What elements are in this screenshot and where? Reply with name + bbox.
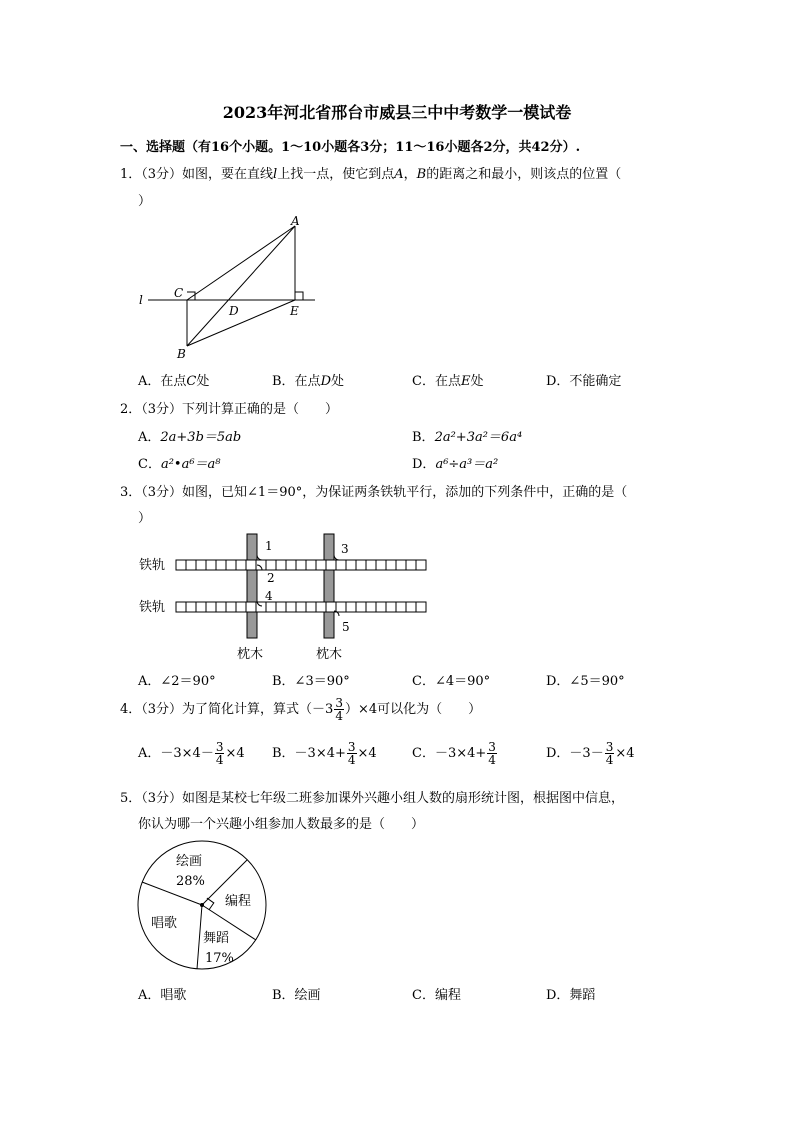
rail-segment: [306, 560, 316, 570]
rail-segment: [196, 602, 206, 612]
rail-segment: [266, 560, 276, 570]
q3-option-a: A．∠2＝90°: [138, 674, 216, 689]
q5-stem-line2: 你认为哪一个兴趣小组参加人数最多的是（ ）: [138, 817, 425, 832]
q1-stem-close: ）: [138, 194, 152, 209]
q3-stem: 3．（3分）如图，已知∠1＝90°，为保证两条铁轨平行，添加的下列条件中，正确的是（: [120, 485, 628, 500]
rail-segment: [236, 602, 246, 612]
section-heading: 一、选择题（有16个小题。1～10小题各3分；11～16小题各2分，共42分）.: [120, 140, 581, 155]
angle-label-2: 2: [267, 571, 275, 585]
right-angle-E: [295, 292, 303, 300]
rail-segment: [406, 602, 416, 612]
rail-segment: [416, 602, 426, 612]
rail-segment: [226, 560, 236, 570]
rail-bottom: [176, 602, 426, 612]
pie-center: [200, 903, 204, 907]
label-l: l: [139, 293, 143, 307]
rail-segment: [176, 560, 186, 570]
rail-segment: [246, 602, 256, 612]
q1-option-c: C．在点E处: [412, 374, 484, 389]
slice-label-changge: 唱歌: [151, 916, 178, 931]
label-E: E: [290, 304, 299, 318]
q2-stem: 2．（3分）下列计算正确的是（ ）: [120, 402, 339, 417]
rail-segment: [386, 560, 396, 570]
q2-option-a: A．2a+3b＝5ab: [138, 430, 242, 445]
sleeper-left: [247, 534, 257, 638]
q1-stem: 1．（3分）如图，要在直线l上找一点，使它到点A，B的距离之和最小，则该点的位置（: [120, 167, 622, 182]
rail-segment: [346, 602, 356, 612]
q1-figure: [135, 212, 325, 362]
rail-segment: [186, 602, 196, 612]
angle-label-3: 3: [341, 542, 349, 556]
rail-segment: [206, 560, 216, 570]
rail-segment: [346, 560, 356, 570]
angle-label-1: 1: [265, 539, 273, 553]
rail-segment: [286, 602, 296, 612]
sleeper-right: [324, 534, 334, 638]
rail-segment: [356, 602, 366, 612]
q3-figure: [130, 530, 430, 665]
q5-option-a: A．唱歌: [138, 988, 187, 1003]
slice-label-huihua: 绘画: [176, 854, 203, 869]
q4-stem: 4．（3分）为了简化计算，算式（－3 $\frac{3}{4}$ ）×4可以化为（ ）: [120, 696, 482, 723]
rail-segment: [216, 602, 226, 612]
q3-option-d: D．∠5＝90°: [546, 674, 625, 689]
q5-option-c: C．编程: [412, 988, 461, 1003]
segment-BE: [187, 300, 295, 346]
rail-segment: [316, 602, 326, 612]
q2-option-d: D．a⁶÷a³＝a²: [412, 457, 499, 472]
rail-segment: [336, 560, 346, 570]
q4-stem-fraction: $\frac{3}{4}$: [335, 696, 343, 723]
q2-option-b: B．2a²+3a²＝6a⁴: [412, 430, 523, 445]
slice-pct-wudao: 17%: [205, 951, 234, 966]
rail-segment: [226, 602, 236, 612]
rail-segment: [366, 602, 376, 612]
rail-segment: [326, 560, 336, 570]
angle-label-5: 5: [342, 620, 350, 634]
slice-label-wudao: 舞蹈: [203, 931, 230, 946]
q4-option-d: D．－3－ $\frac{3}{4}$ ×4: [546, 740, 635, 767]
rail-segment: [276, 602, 286, 612]
slice-label-biancheng: 编程: [225, 894, 252, 909]
label-B: B: [177, 347, 186, 361]
rail-segment: [286, 560, 296, 570]
rail-label-top: 铁轨: [139, 558, 166, 573]
rail-segment: [246, 560, 256, 570]
rail-segment: [206, 602, 216, 612]
rail-segment: [386, 602, 396, 612]
rail-top: [176, 560, 426, 570]
q2-option-c: C．a²•a⁶＝a⁸: [138, 457, 221, 472]
rail-segment: [416, 560, 426, 570]
rail-segment: [276, 560, 286, 570]
q5-option-d: D．舞蹈: [546, 988, 596, 1003]
q5-option-b: B．绘画: [272, 988, 321, 1003]
angle-1-arc: [257, 555, 262, 560]
slice-pct-huihua: 28%: [176, 874, 205, 889]
q4-option-b: B．－3×4+ $\frac{3}{4}$ ×4: [272, 740, 377, 767]
segment-BA: [187, 226, 295, 346]
q1-option-d: D．不能确定: [546, 374, 622, 389]
rail-segment: [266, 602, 276, 612]
rail-segment: [376, 602, 386, 612]
rail-segment: [236, 560, 246, 570]
label-D: D: [229, 304, 239, 318]
rail-segment: [326, 602, 336, 612]
rail-segment: [396, 602, 406, 612]
q3-option-c: C．∠4＝90°: [412, 674, 491, 689]
q5-stem-line1: 5．（3分）如图是某校七年级二班参加课外兴趣小组人数的扇形统计图，根据图中信息，: [120, 791, 625, 806]
rail-segment: [356, 560, 366, 570]
q4-option-a: A．－3×4－ $\frac{3}{4}$ ×4: [138, 740, 245, 767]
rail-segment: [186, 560, 196, 570]
angle-3-arc: [334, 555, 339, 560]
rail-segment: [406, 560, 416, 570]
rail-segment: [176, 602, 186, 612]
q1-option-a: A．在点C处: [138, 374, 210, 389]
label-C: C: [174, 286, 184, 300]
rail-segment: [396, 560, 406, 570]
page-title: 2023年河北省邢台市威县三中中考数学一模试卷: [222, 103, 572, 122]
rail-label-bottom: 铁轨: [139, 600, 166, 615]
rail-segment: [376, 560, 386, 570]
sleeper-label-right: 枕木: [316, 647, 343, 662]
q1-option-b: B．在点D处: [272, 374, 345, 389]
rail-segment: [366, 560, 376, 570]
label-A: A: [291, 214, 300, 228]
q4-option-c: C．－3×4+ $\frac{3}{4}$: [412, 740, 496, 767]
segment-CA: [187, 226, 295, 300]
angle-label-4: 4: [265, 589, 273, 603]
rail-segment: [216, 560, 226, 570]
q3-stem-close: ）: [138, 511, 152, 526]
rail-segment: [316, 560, 326, 570]
rail-segment: [296, 602, 306, 612]
q5-pie-chart: [135, 838, 275, 978]
rail-segment: [336, 602, 346, 612]
rail-segment: [296, 560, 306, 570]
q3-option-b: B．∠3＝90°: [272, 674, 350, 689]
rail-segment: [196, 560, 206, 570]
sleeper-label-left: 枕木: [237, 647, 264, 662]
rail-segment: [306, 602, 316, 612]
